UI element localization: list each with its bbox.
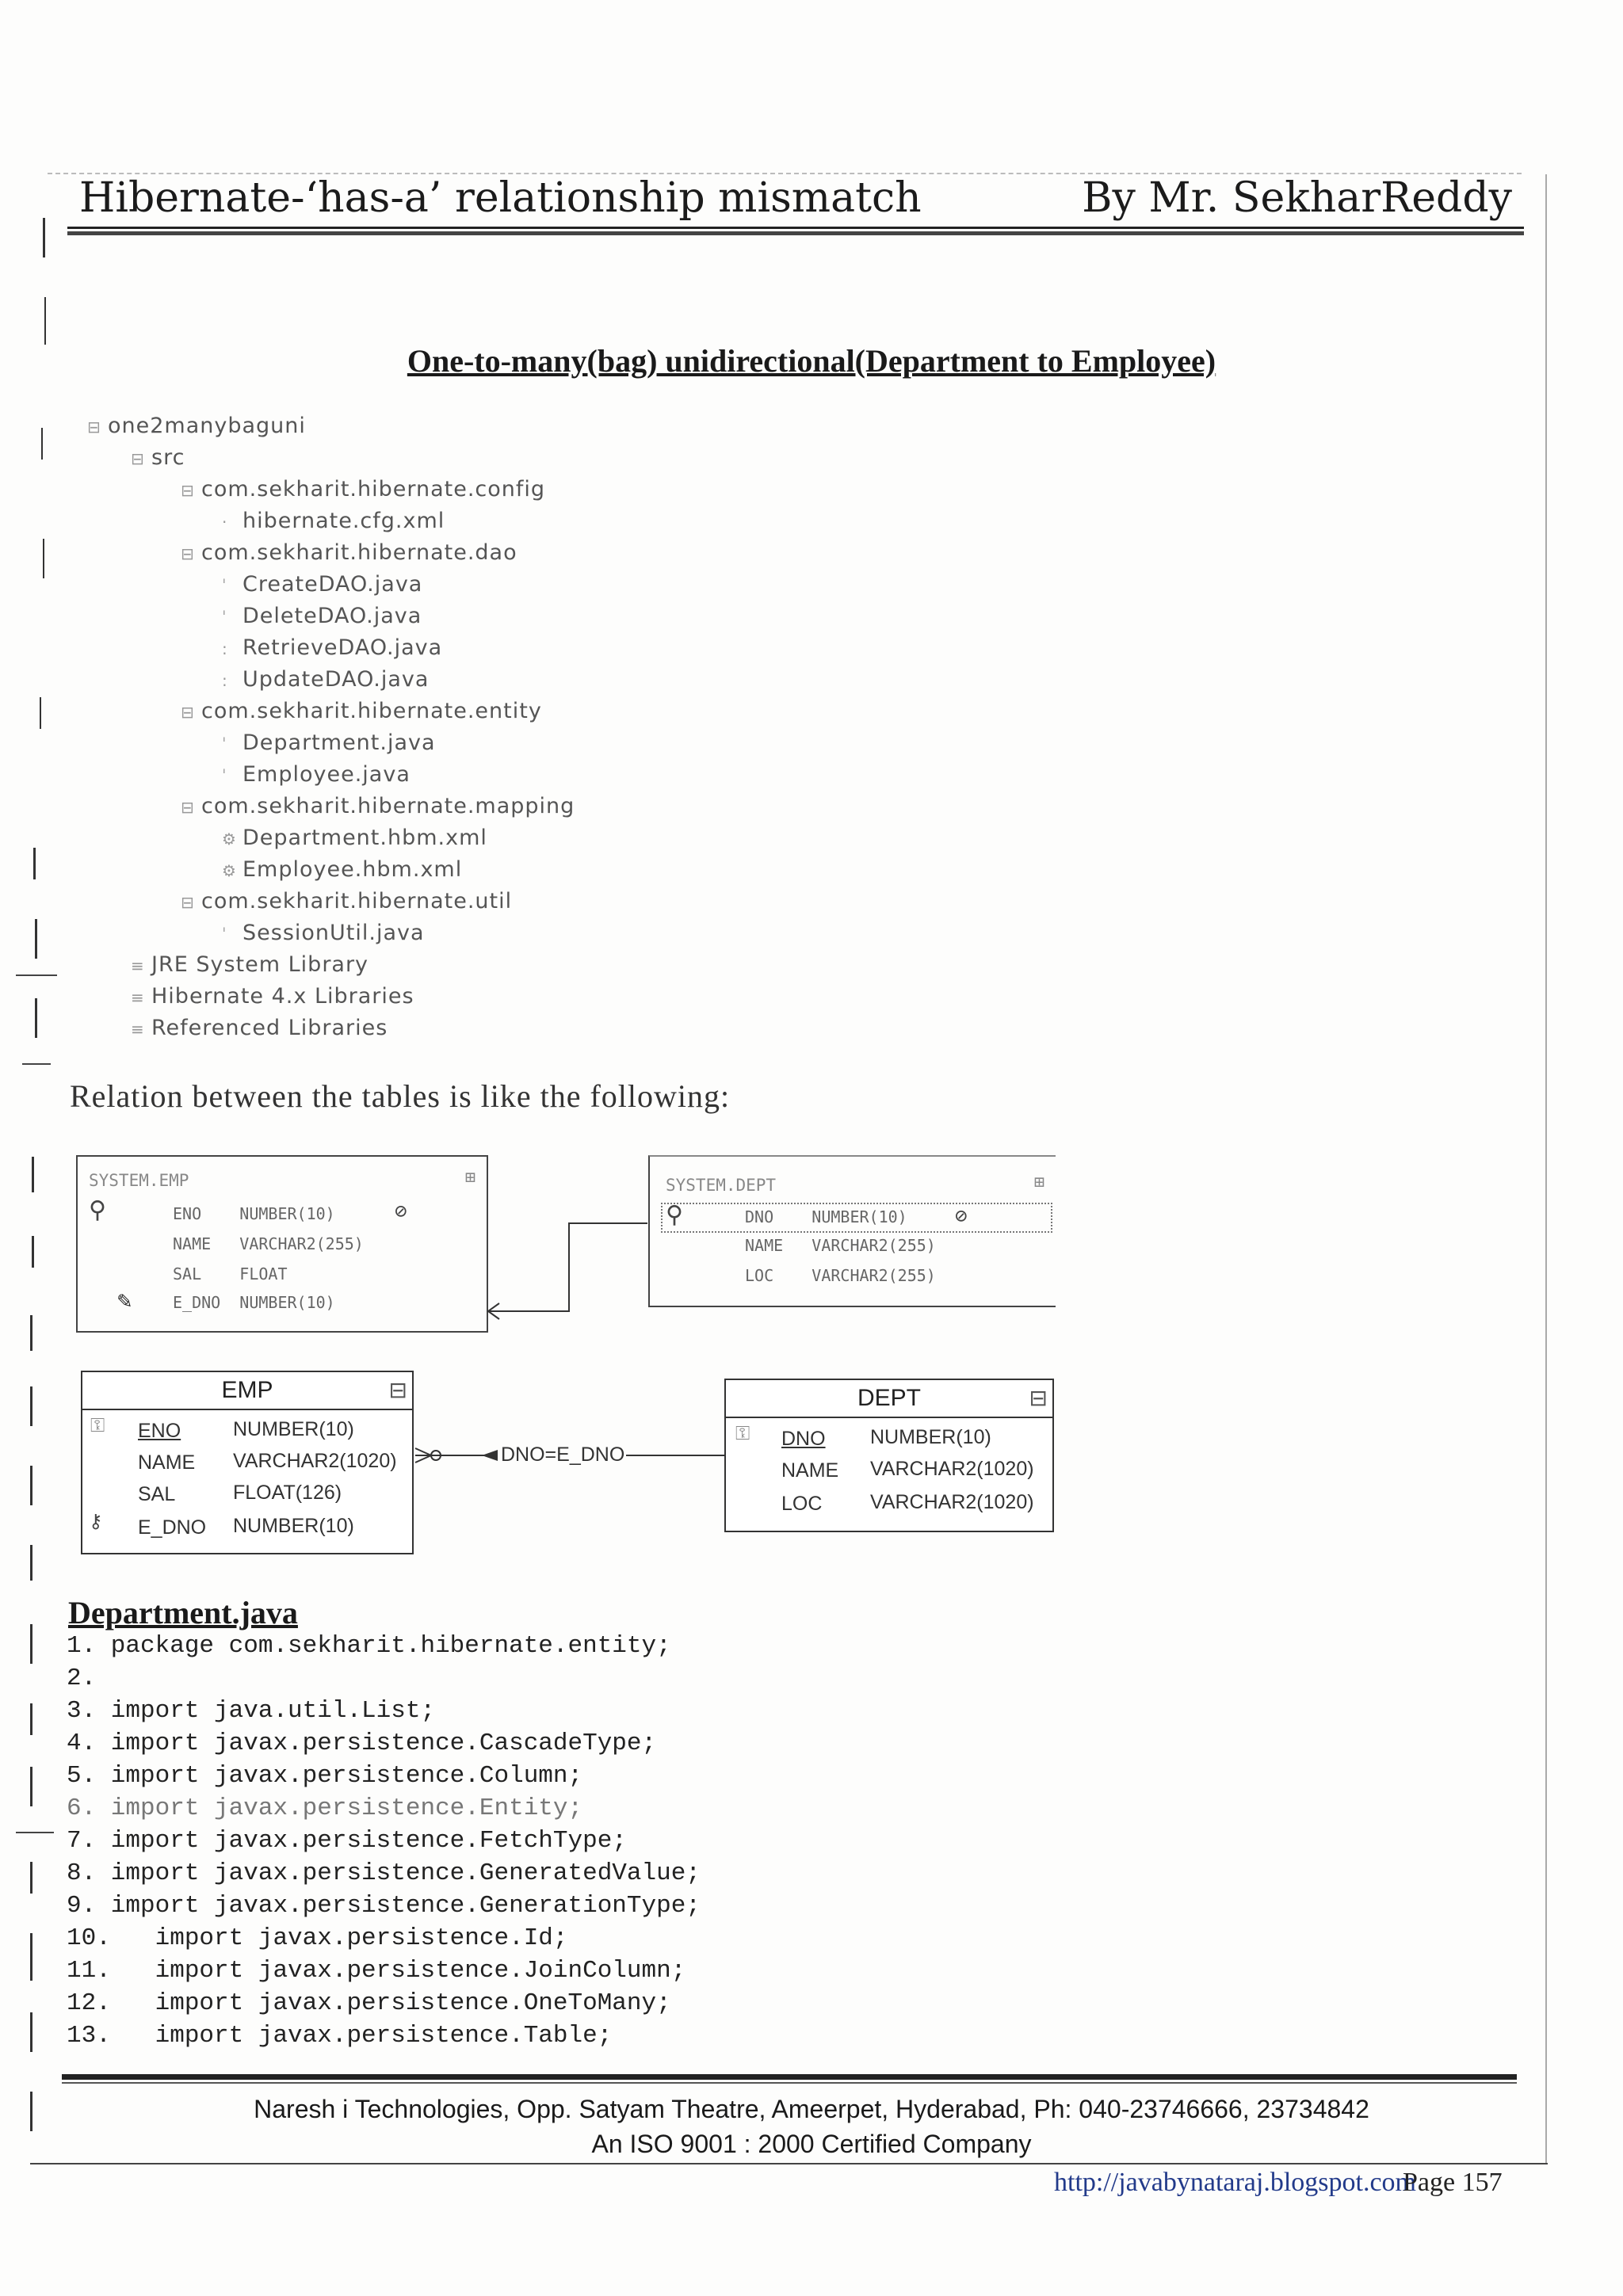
margin-mark xyxy=(35,998,37,1038)
table-icon: ⊟ xyxy=(1029,1386,1048,1410)
old-emp-row: ENO NUMBER(10) xyxy=(173,1204,335,1223)
tree-item-file: ˈ Department.java xyxy=(222,730,436,755)
footer-rule xyxy=(62,2082,1517,2084)
section-title: One-to-many(bag) unidirectional(Department to Employee) xyxy=(407,343,1216,379)
tree-item-file: ˈ Employee.java xyxy=(222,762,411,787)
java-file-icon: : xyxy=(222,671,228,690)
er-dept-table xyxy=(724,1379,1054,1532)
margin-mark xyxy=(1545,174,1547,2163)
er-emp-column-type: VARCHAR2(1020) xyxy=(233,1450,397,1472)
java-file-icon: : xyxy=(222,639,228,658)
xml-file-icon: ⚙ xyxy=(222,830,237,849)
java-file-icon: ˈ xyxy=(222,608,227,627)
tree-item-library: ≡ JRE System Library xyxy=(131,952,369,977)
margin-mark xyxy=(40,697,41,729)
old-dept-table xyxy=(648,1155,1056,1307)
margin-mark xyxy=(22,1063,51,1065)
tree-item-file: ⚙ Employee.hbm.xml xyxy=(222,857,463,882)
er-emp-column-type: FLOAT(126) xyxy=(233,1482,342,1504)
null-icon: ⊘ xyxy=(395,1199,407,1223)
primary-key-icon: ⚿ xyxy=(90,1415,105,1436)
code-line: 7. import javax.persistence.FetchType; xyxy=(67,1827,627,1855)
margin-mark xyxy=(30,1386,32,1426)
tree-item-file: : UpdateDAO.java xyxy=(222,667,430,692)
key-icon: ⚲ xyxy=(666,1201,683,1229)
code-line: 10. import javax.persistence.Id; xyxy=(67,1924,568,1952)
tree-item-file: ˈ DeleteDAO.java xyxy=(222,604,422,628)
package-icon: ⊟ xyxy=(181,544,195,563)
header-rule xyxy=(67,231,1524,235)
foreign-key-icon: ✎ xyxy=(117,1287,132,1314)
margin-mark xyxy=(30,1466,32,1505)
old-dept-row: LOC VARCHAR2(255) xyxy=(745,1266,936,1285)
margin-mark xyxy=(43,539,44,578)
margin-mark xyxy=(30,1933,32,1981)
er-emp-column-name: ENO xyxy=(138,1420,181,1442)
page-header-author: By Mr. SekharReddy xyxy=(1082,174,1512,222)
tree-item-package: ⊟ com.sekharit.hibernate.entity xyxy=(181,699,542,723)
code-line: 3. import java.util.List; xyxy=(67,1697,436,1725)
page-header-title: Hibernate-‘has-a’ relationship mismatch xyxy=(79,174,922,222)
header-rule xyxy=(67,227,1524,229)
margin-mark xyxy=(16,974,57,976)
code-line: 13. import javax.persistence.Table; xyxy=(67,2022,613,2050)
er-dept-column-type: NUMBER(10) xyxy=(870,1426,991,1448)
tree-item-file: ˈ SessionUtil.java xyxy=(222,921,425,945)
margin-mark xyxy=(30,1624,32,1664)
er-emp-column-type: NUMBER(10) xyxy=(233,1418,354,1440)
margin-mark xyxy=(35,919,37,959)
code-line: 4. import javax.persistence.CascadeType; xyxy=(67,1730,657,1757)
er-dept-title: DEPT xyxy=(726,1380,1052,1418)
margin-mark xyxy=(44,297,46,345)
tree-item-library: ≡ Hibernate 4.x Libraries xyxy=(131,984,414,1009)
tree-item-library: ≡ Referenced Libraries xyxy=(131,1016,388,1040)
old-emp-table xyxy=(76,1155,488,1333)
margin-mark xyxy=(32,1157,34,1192)
code-line: 2. xyxy=(67,1665,97,1692)
java-file-icon: ˈ xyxy=(222,925,227,944)
er-emp-column-name: SAL xyxy=(138,1483,176,1505)
er-emp-column-type: NUMBER(10) xyxy=(233,1515,354,1537)
code-line: 8. import javax.persistence.GeneratedValue; xyxy=(67,1859,701,1887)
grid-icon: ⊞ xyxy=(464,1168,475,1188)
er-dept-column-name: NAME xyxy=(781,1459,839,1482)
grid-icon: ⊞ xyxy=(1033,1173,1044,1192)
java-file-icon: ˈ xyxy=(222,576,227,595)
old-emp-row: NAME VARCHAR2(255) xyxy=(173,1234,364,1253)
margin-mark xyxy=(41,428,43,460)
code-line: 9. import javax.persistence.GenerationType; xyxy=(67,1892,701,1920)
library-icon: ≡ xyxy=(131,988,145,1007)
package-icon: ⊟ xyxy=(181,893,195,912)
library-icon: ≡ xyxy=(131,956,145,975)
old-emp-row: SAL FLOAT xyxy=(173,1264,288,1283)
code-line: 11. import javax.persistence.JoinColumn; xyxy=(67,1957,686,1985)
er-dept-column-name: LOC xyxy=(781,1493,823,1515)
null-icon: ⊘ xyxy=(955,1204,968,1228)
tree-item-file: ⚙ Department.hbm.xml xyxy=(222,826,487,850)
relation-caption: Relation between the tables is like the following: xyxy=(70,1078,731,1114)
margin-mark xyxy=(16,1832,54,1833)
margin-mark xyxy=(30,1315,32,1351)
code-line: 12. import javax.persistence.OneToMany; xyxy=(67,1989,671,2017)
java-file-icon: ˈ xyxy=(222,734,227,753)
margin-mark xyxy=(33,848,36,879)
old-emp-table-title: SYSTEM.EMP xyxy=(89,1171,189,1190)
xml-file-icon: · xyxy=(222,513,228,532)
er-emp-column-name: E_DNO xyxy=(138,1516,207,1539)
margin-mark xyxy=(30,1767,32,1806)
margin-mark xyxy=(30,1703,32,1735)
footer-certification: An ISO 9001 : 2000 Certified Company xyxy=(591,2130,1032,2158)
footer-url-link[interactable]: http://javabynataraj.blogspot.com xyxy=(1054,2168,1417,2197)
er-dept-column-type: VARCHAR2(1020) xyxy=(870,1458,1034,1480)
tree-item-package: ⊟ com.sekharit.hibernate.config xyxy=(181,477,546,502)
margin-mark xyxy=(43,218,45,257)
primary-key-icon: ⚿ xyxy=(735,1423,750,1444)
code-file-title: Department.java xyxy=(68,1595,298,1630)
margin-mark xyxy=(30,2163,1548,2164)
tree-item-package: ⊟ com.sekharit.hibernate.mapping xyxy=(181,794,575,818)
old-dept-row: DNO NUMBER(10) xyxy=(745,1207,907,1226)
margin-mark xyxy=(30,1862,32,1894)
tree-item-package: ⊟ com.sekharit.hibernate.dao xyxy=(181,540,517,565)
margin-mark xyxy=(30,2012,32,2052)
code-line: 5. import javax.persistence.Column; xyxy=(67,1762,583,1790)
java-file-icon: ˈ xyxy=(222,766,227,785)
margin-mark xyxy=(30,1545,32,1581)
footer-address: Naresh i Technologies, Opp. Satyam Theatre, Ameerpet, Hyderabad, Ph: 040-23746666, 23734842 xyxy=(254,2095,1369,2123)
tree-item-folder: ⊟ src xyxy=(131,445,185,470)
tree-item-package: ⊟ com.sekharit.hibernate.util xyxy=(181,889,513,913)
er-emp-title: EMP xyxy=(82,1372,412,1410)
folder-icon: ⊟ xyxy=(131,449,145,468)
old-dept-table-title: SYSTEM.DEPT xyxy=(666,1176,777,1195)
tree-item-file: ˈ CreateDAO.java xyxy=(222,572,423,597)
er-dept-column-name: DNO xyxy=(781,1428,826,1450)
old-emp-row: E_DNO NUMBER(10) xyxy=(173,1293,335,1312)
code-line: 1. package com.sekharit.hibernate.entity; xyxy=(67,1632,671,1660)
library-icon: ≡ xyxy=(131,1020,145,1039)
margin-mark xyxy=(32,1236,34,1268)
table-icon: ⊟ xyxy=(388,1378,407,1402)
tree-item-project: ⊟ one2manybaguni xyxy=(87,414,306,438)
package-icon: ⊟ xyxy=(181,798,195,817)
er-dept-column-type: VARCHAR2(1020) xyxy=(870,1491,1034,1513)
er-emp-table xyxy=(81,1371,414,1554)
project-icon: ⊟ xyxy=(87,418,101,437)
old-relationship-connector xyxy=(475,1204,666,1331)
package-icon: ⊟ xyxy=(181,703,195,722)
tree-item-file: : RetrieveDAO.java xyxy=(222,635,443,660)
old-dept-row: NAME VARCHAR2(255) xyxy=(745,1236,936,1255)
package-icon: ⊟ xyxy=(181,481,195,500)
er-relationship-label: DNO=E_DNO xyxy=(501,1444,625,1466)
er-emp-column-name: NAME xyxy=(138,1451,196,1474)
footer-rule xyxy=(62,2074,1517,2080)
page-number: Page 157 xyxy=(1403,2168,1503,2197)
code-line: 6. import javax.persistence.Entity; xyxy=(67,1794,583,1822)
foreign-key-icon: ⚷ xyxy=(89,1511,103,1532)
key-icon: ⚲ xyxy=(89,1196,106,1224)
tree-item-file: · hibernate.cfg.xml xyxy=(222,509,445,533)
xml-file-icon: ⚙ xyxy=(222,861,237,880)
